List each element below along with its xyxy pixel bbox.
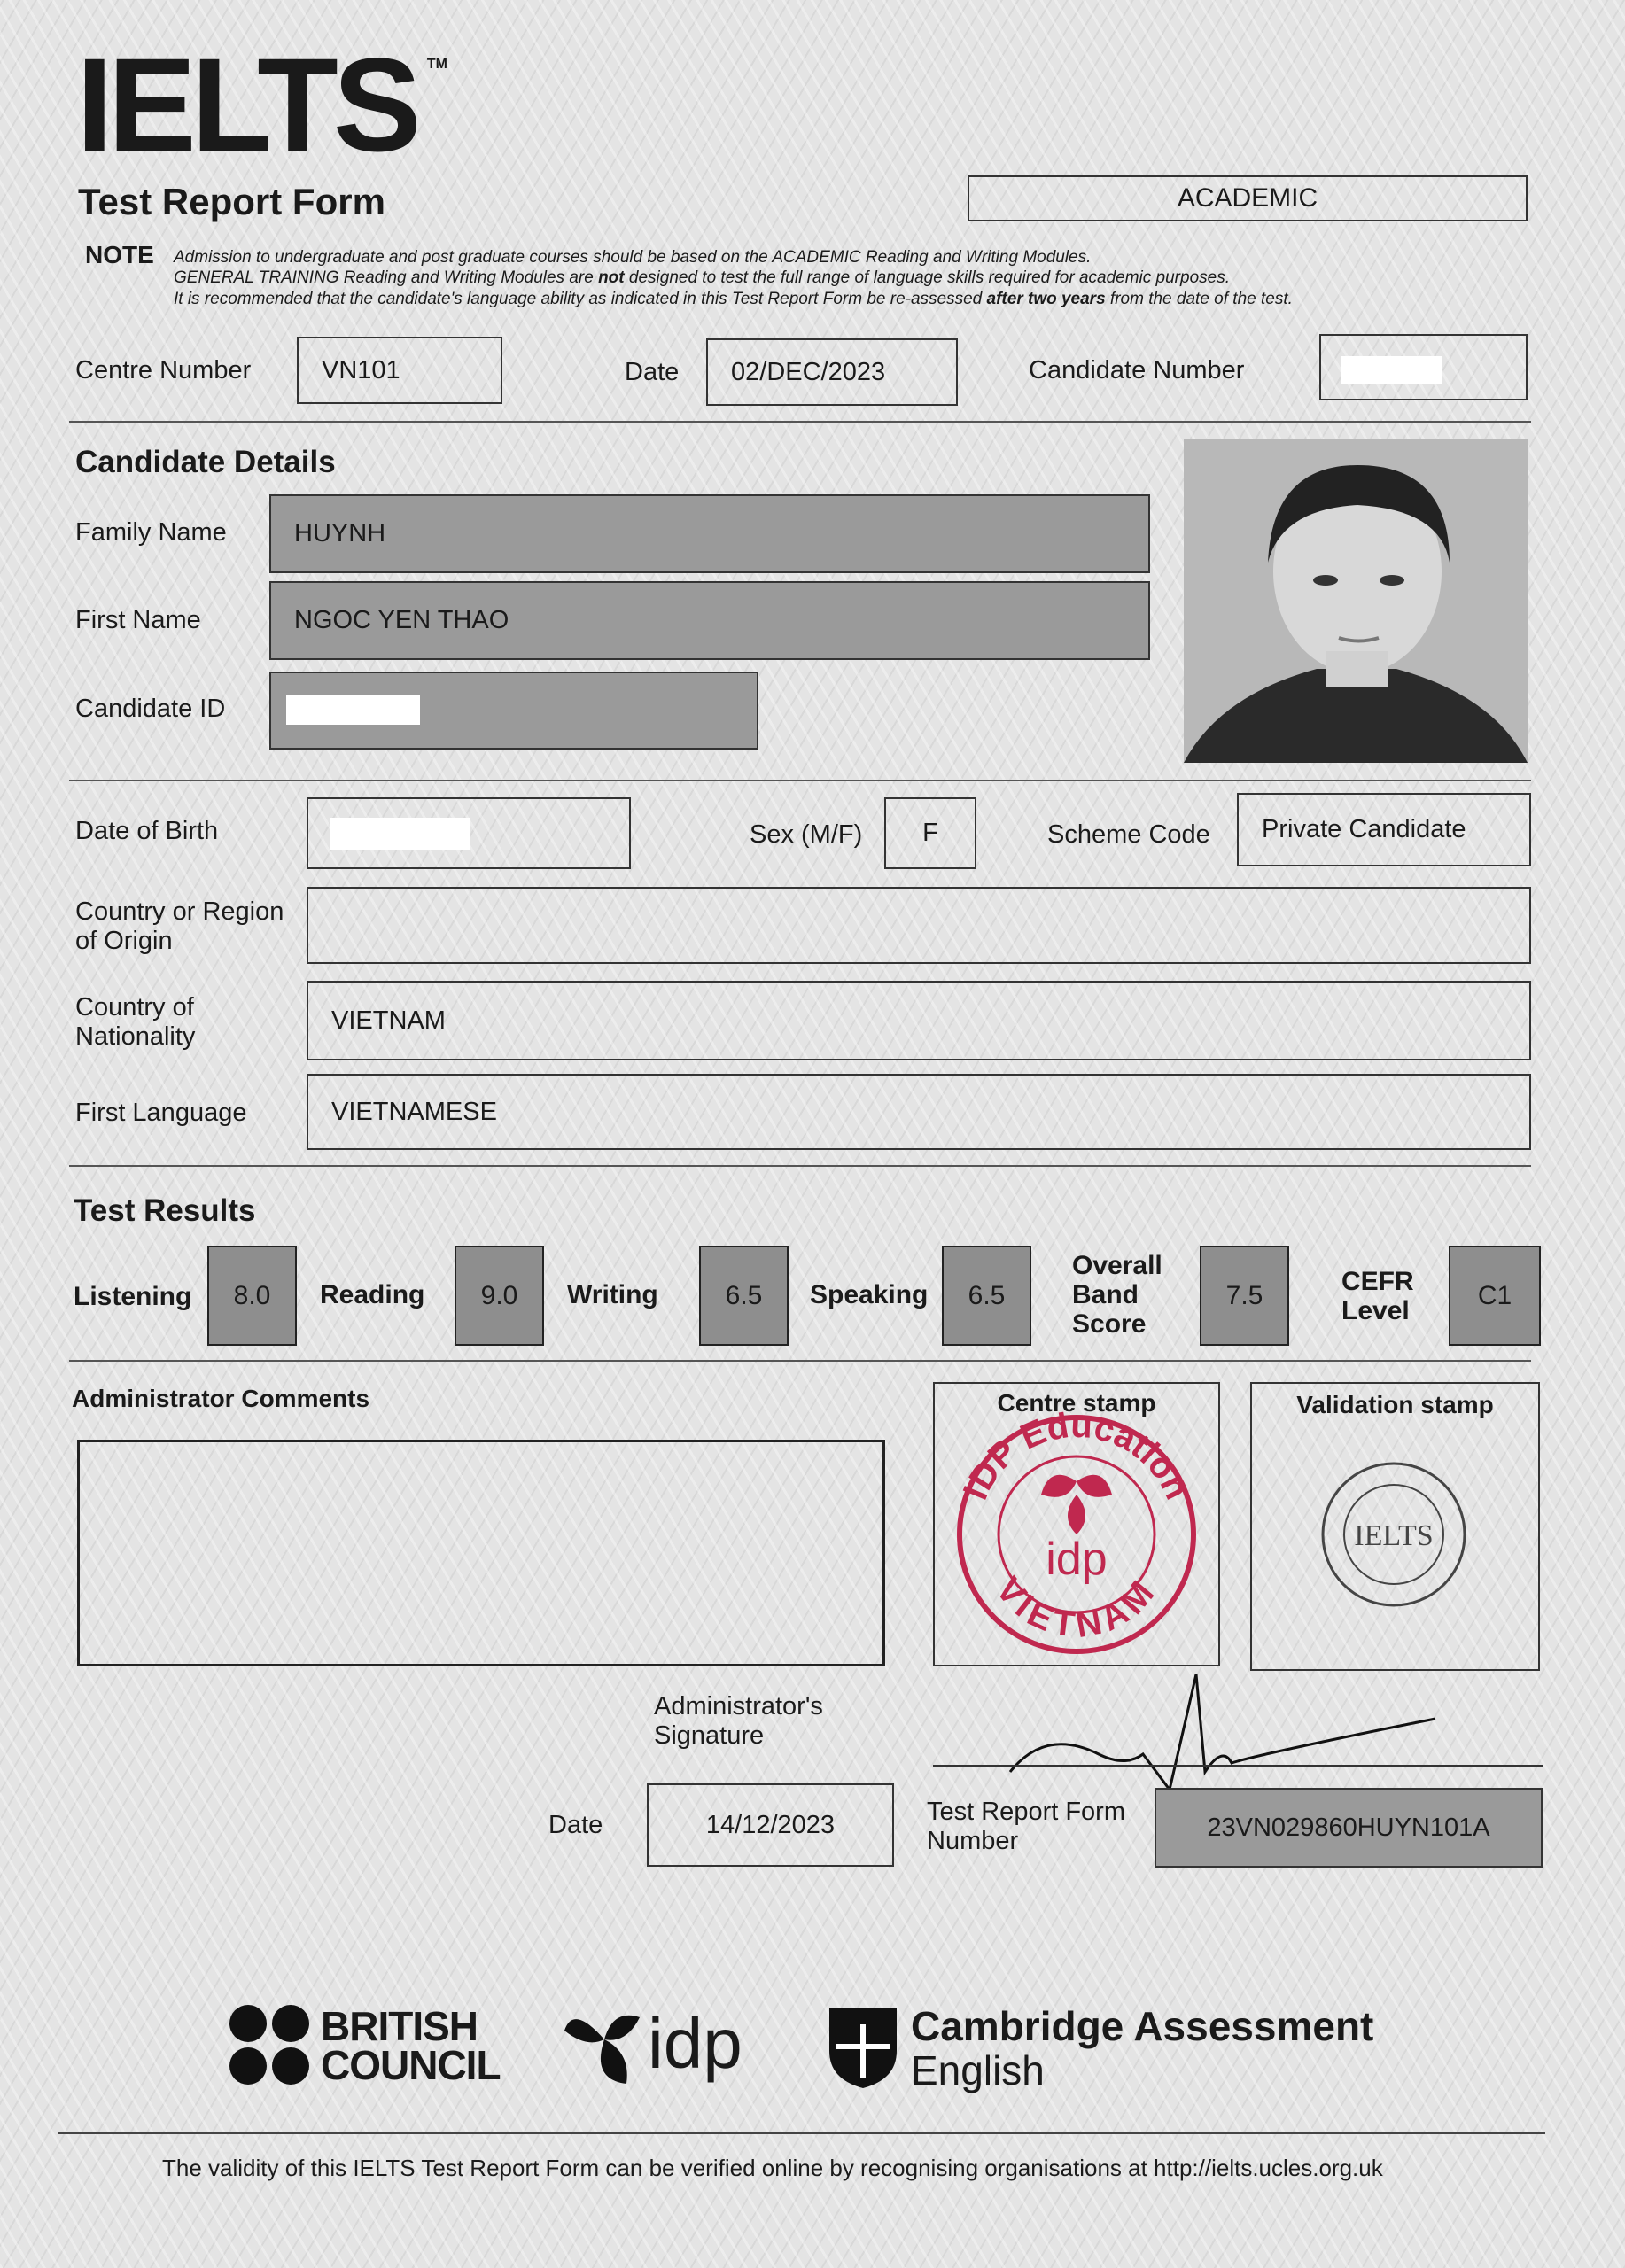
footer-text: The validity of this IELTS Test Report Form can be verified online by recognising organisations at http://ielts.ucles.org.uk [162, 2155, 1383, 2181]
admin-comments-box [77, 1440, 885, 1666]
footer-divider [58, 2132, 1545, 2134]
cefr-label [1341, 1267, 1414, 1325]
trf-number-label [927, 1798, 1125, 1856]
first-name-label: First Name [75, 606, 201, 634]
first-name: NGOC YEN THAO [269, 581, 1150, 660]
note-text: GENERAL TRAINING Reading and Writing Modules are [174, 268, 599, 287]
svg-text:IDP Education [956, 1410, 1197, 1505]
divider [69, 421, 1531, 423]
module-box: ACADEMIC [968, 175, 1528, 221]
test-results-heading: Test Results [74, 1193, 256, 1228]
british-council-dots-icon [229, 2004, 312, 2087]
overall-score: 7.5 [1200, 1246, 1289, 1346]
family-name: HUYNH [269, 494, 1150, 573]
label-line: Signature [654, 1721, 765, 1750]
label-line: Nationality [75, 1022, 196, 1051]
label-line: Test Report Form [927, 1798, 1125, 1826]
first-language: VIETNAMESE [307, 1074, 1531, 1150]
sex: F [884, 797, 976, 869]
label-line: Level [1341, 1296, 1410, 1325]
idp-logo [564, 2004, 743, 2084]
first-language-label: First Language [75, 1099, 247, 1127]
country-of-origin [307, 887, 1531, 964]
label-line: Country or Region [75, 897, 284, 926]
sex-label: Sex (M/F) [750, 820, 863, 849]
dob-label: Date of Birth [75, 817, 219, 845]
centre-stamp-box [933, 1382, 1220, 1666]
note-line-2 [174, 268, 1230, 289]
form-title: Test Report Form [78, 181, 385, 222]
origin-label [75, 897, 284, 956]
label-line: Administrator's [654, 1692, 823, 1720]
nationality: VIETNAM [307, 981, 1531, 1060]
validation-stamp-label: Validation stamp [1296, 1391, 1494, 1418]
listening-label: Listening [74, 1282, 192, 1311]
note-text: It is recommended that the candidate's language ability as indicated in this Test Report Form be re-assessed [174, 290, 987, 308]
issue-date-label: Date [548, 1811, 603, 1839]
candidate-id-label: Candidate ID [75, 695, 226, 723]
logo-text: COUNCIL [321, 2042, 501, 2088]
speaking-score: 6.5 [942, 1246, 1031, 1346]
trademark: TM [426, 57, 448, 72]
speaking-label: Speaking [810, 1280, 929, 1309]
redaction [286, 695, 420, 725]
candidate-photo [1184, 439, 1528, 763]
ielts-seal-icon [1314, 1455, 1473, 1614]
cambridge-shield-icon [828, 2007, 898, 2090]
candidate-details-heading: Candidate Details [75, 445, 336, 479]
validation-stamp-box [1250, 1382, 1540, 1671]
centre-stamp-label: Centre stamp [997, 1389, 1156, 1417]
label-line: Band [1072, 1280, 1139, 1309]
divider [69, 780, 1531, 781]
stamp-bottom-text: VIETNAM [988, 1570, 1165, 1646]
logo-text: BRITISH [321, 2003, 478, 2049]
cambridge-logo [828, 2004, 1373, 2093]
scheme-code: Private Candidate [1237, 793, 1531, 866]
logo-text: Cambridge Assessment [911, 2003, 1374, 2049]
label-line: Number [927, 1827, 1019, 1855]
nationality-label [75, 993, 195, 1052]
cefr-level: C1 [1449, 1246, 1541, 1346]
portrait-icon [1184, 439, 1528, 763]
stamp-top-text: IDP Education [955, 1410, 1197, 1506]
label-line: CEFR [1341, 1267, 1414, 1296]
stamp-mid-text: idp [1046, 1534, 1108, 1585]
centre-number: VN101 [297, 337, 502, 404]
seal-text: IELTS [1354, 1519, 1434, 1552]
candidate-number-label: Candidate Number [1029, 356, 1245, 384]
signature-icon [992, 1666, 1453, 1807]
note-label: NOTE [85, 241, 154, 268]
listening-score: 8.0 [207, 1246, 297, 1346]
note-emphasis: after two years [986, 290, 1106, 308]
issue-date: 14/12/2023 [647, 1783, 894, 1867]
logo-text: English [911, 2047, 1045, 2093]
reading-label: Reading [320, 1280, 425, 1309]
note-text: from the date of the test. [1105, 290, 1293, 308]
label-line: Country of [75, 993, 194, 1021]
idp-flower-icon [564, 2004, 644, 2084]
overall-label [1072, 1251, 1162, 1339]
divider [69, 1165, 1531, 1167]
trf-number: 23VN029860HUYN101A [1155, 1788, 1543, 1868]
centre-number-label: Centre Number [75, 356, 252, 384]
divider [69, 1360, 1531, 1362]
scheme-code-label: Scheme Code [1047, 820, 1210, 849]
label-line: Score [1072, 1309, 1147, 1339]
admin-comments-label: Administrator Comments [72, 1385, 370, 1412]
date-label: Date [625, 358, 680, 386]
label-line: of Origin [75, 927, 173, 955]
ielts-logo: IELTS [76, 30, 416, 179]
reading-score: 9.0 [455, 1246, 544, 1346]
note-line-1: Admission to undergraduate and post graduate courses should be based on the ACADEMIC Reading and Writing Modules. [174, 248, 1092, 267]
writing-score: 6.5 [699, 1246, 789, 1346]
note-line-3 [174, 289, 1293, 310]
idp-stamp-icon [944, 1410, 1209, 1658]
logo-text: idp [648, 2004, 743, 2083]
test-date: 02/DEC/2023 [706, 338, 958, 406]
redaction [330, 818, 470, 850]
signature-line [933, 1765, 1543, 1767]
label-line: Overall [1072, 1251, 1162, 1280]
writing-label: Writing [567, 1280, 658, 1309]
admin-signature-label [654, 1692, 823, 1751]
redaction [1341, 356, 1442, 384]
note-emphasis: not [598, 268, 625, 287]
british-council-logo [229, 2004, 501, 2087]
note-text: designed to test the full range of language skills required for academic purposes. [624, 268, 1230, 287]
ielts-logo-group [76, 30, 448, 179]
family-name-label: Family Name [75, 518, 227, 547]
